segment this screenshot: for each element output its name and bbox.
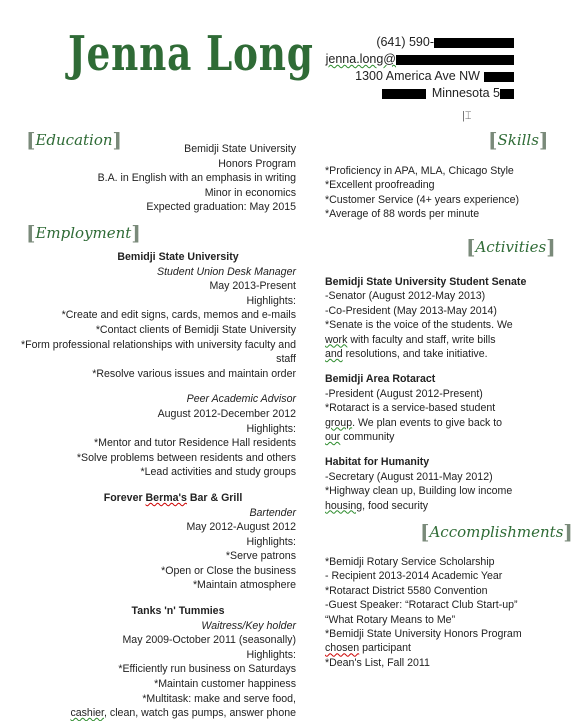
- accomplishment-item: *Dean's List, Fall 2011: [325, 656, 430, 669]
- section-employment: [Employment]: [26, 221, 141, 245]
- redaction-bar: [484, 72, 514, 82]
- highlights-label: Highlights:: [246, 648, 296, 661]
- activity-line: housing, food security: [325, 499, 429, 512]
- redaction-bar: [396, 55, 514, 65]
- cursor-icon: |⌶: [462, 110, 472, 122]
- skill-item: *Excellent proofreading: [325, 179, 435, 192]
- section-accomplishments: [Accomplishments]: [420, 520, 573, 544]
- resume-name: Jenna Long: [68, 26, 314, 82]
- job-bullet: *Serve patrons: [225, 550, 296, 563]
- job-bullet: *Resolve various issues and maintain order: [92, 367, 296, 380]
- job-bullet: *Solve problems between residents and others: [76, 451, 296, 464]
- accomplishment-item: “What Rotary Means to Me”: [325, 613, 456, 626]
- education-line: B.A. in English with an emphasis in writing: [97, 172, 296, 185]
- job-role: Peer Academic Advisor: [186, 393, 296, 406]
- activities-block: [325, 275, 540, 513]
- job-role: Student Union Desk Manager: [157, 265, 296, 278]
- job-bullet: *Multitask: make and serve food,: [142, 692, 296, 705]
- street: 1300 America Ave NW: [326, 68, 514, 85]
- education-line: Honors Program: [218, 157, 296, 170]
- redaction-bar: [382, 89, 426, 99]
- activity-line: work with faculty and staff, write bills: [325, 333, 496, 346]
- activity-line: *Rotaract is a service-based student: [325, 402, 496, 415]
- accomplishment-item: *Bemidji State University Honors Program: [325, 628, 522, 641]
- education-line: Bemidji State University: [184, 143, 296, 155]
- accomplishment-item: *Bemidji Rotary Service Scholarship: [325, 556, 495, 568]
- activity-line: -Senator (August 2012-May 2013): [325, 290, 486, 303]
- accomplishment-item: chosen participant: [325, 642, 411, 655]
- education-line: Expected graduation: May 2015: [146, 201, 296, 214]
- accomplishment-item: - Recipient 2013-2014 Academic Year: [325, 570, 503, 583]
- skill-item: *Proficiency in APA, MLA, Chicago Style: [325, 165, 514, 177]
- redaction-bar: [434, 38, 514, 48]
- accomplishments-block: [325, 555, 540, 670]
- activity-line: group. We plan events to give back to: [325, 416, 503, 429]
- job-org: Tanks 'n' Tummies: [131, 605, 225, 618]
- job-bullet: *Mentor and tutor Residence Hall residents: [94, 437, 296, 450]
- activity-line: -Co-President (May 2013-May 2014): [325, 304, 497, 317]
- accomplishment-item: -Guest Speaker: “Rotaract Club Start-up”: [325, 599, 518, 612]
- job-bullet: *Efficiently run business on Saturdays: [118, 663, 296, 676]
- skills-block: [325, 164, 525, 222]
- activity-org: Bemidji Area Rotaract: [325, 373, 436, 386]
- contact-block: [326, 34, 514, 102]
- activity-line: -Secretary (August 2011-May 2012): [325, 470, 493, 483]
- activity-line: *Senate is the voice of the students. We: [325, 319, 513, 332]
- education-line: Minor in economics: [204, 186, 296, 199]
- city: Minnesota 5: [326, 85, 514, 102]
- activity-org: Habitat for Humanity: [325, 456, 430, 469]
- job-bullet: *Lead activities and study groups: [140, 466, 296, 479]
- highlights-label: Highlights:: [246, 294, 296, 307]
- job-dates: August 2012-December 2012: [157, 407, 296, 420]
- skill-item: *Customer Service (4+ years experience): [325, 193, 520, 206]
- section-skills: [Skills]: [488, 128, 549, 152]
- skill-item: *Average of 88 words per minute: [325, 208, 480, 221]
- redaction-bar: [500, 89, 514, 99]
- job-bullet: *Maintain customer happiness: [154, 678, 296, 691]
- job-bullet: *Create and edit signs, cards, memos and e-mails: [61, 309, 296, 322]
- job-role: Waitress/Key holder: [201, 619, 296, 632]
- job-org: Bemidji State University: [117, 251, 239, 263]
- job-bullet: staff: [276, 353, 296, 366]
- activity-line: *Highway clean up, Building low income: [325, 485, 513, 498]
- job-bullet: cashier, clean, watch gas pumps, answer phone: [70, 707, 296, 720]
- accomplishment-item: *Rotaract District 5580 Convention: [325, 584, 488, 597]
- activity-line: our community: [325, 431, 395, 444]
- activity-line: -President (August 2012-Present): [325, 387, 483, 400]
- job-role: Bartender: [249, 506, 296, 519]
- section-education: [Education]: [26, 128, 123, 152]
- job-dates: May 2009-October 2011 (seasonally): [122, 634, 296, 647]
- job-dates: May 2013-Present: [209, 280, 296, 293]
- education-block: [20, 142, 296, 215]
- highlights-label: Highlights:: [246, 422, 296, 435]
- phone: (641) 590-: [326, 34, 514, 51]
- section-activities: [Activities]: [466, 235, 556, 259]
- job-bullet: *Open or Close the business: [161, 564, 296, 577]
- highlights-label: Highlights:: [246, 535, 296, 548]
- employment-block: [20, 250, 296, 721]
- job-bullet: *Form professional relationships with university faculty and: [21, 338, 296, 351]
- job-dates: May 2012-August 2012: [186, 521, 296, 534]
- job-bullet: *Contact clients of Bemidji State University: [95, 323, 296, 336]
- job-org: Forever Berma's Bar & Grill: [103, 491, 243, 504]
- email: jenna.long@: [326, 51, 514, 68]
- activity-org: Bemidji State University Student Senate: [325, 276, 527, 288]
- activity-line: and resolutions, and take initiative.: [325, 348, 488, 361]
- job-bullet: *Maintain atmosphere: [192, 579, 296, 592]
